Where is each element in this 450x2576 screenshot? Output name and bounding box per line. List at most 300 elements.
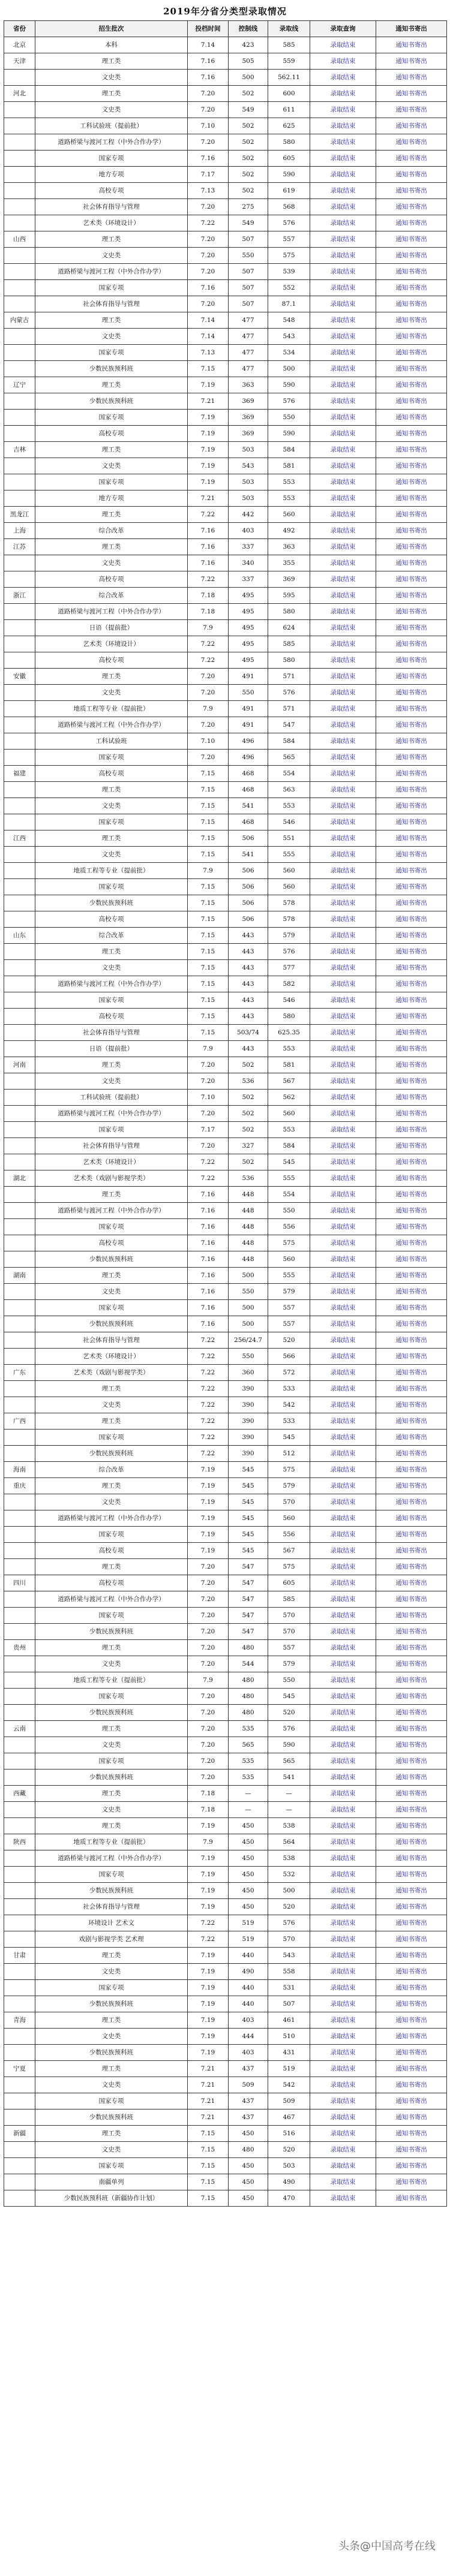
query-cell[interactable]: 录取结束 (310, 86, 376, 102)
notice-cell[interactable]: 通知书寄出 (376, 1235, 447, 1251)
batch-cell: 少数民族预科班 (35, 2109, 188, 2126)
notice-cell[interactable]: 通知书寄出 (376, 1138, 447, 1154)
notice-cell[interactable]: 通知书寄出 (376, 377, 447, 393)
notice-cell[interactable]: 通知书寄出 (376, 1154, 447, 1170)
notice-cell[interactable]: 通知书寄出 (376, 1203, 447, 1219)
query-cell[interactable]: 录取结束 (310, 1284, 376, 1300)
notice-cell[interactable]: 通知书寄出 (376, 312, 447, 329)
notice-cell[interactable]: 通知书寄出 (376, 2012, 447, 2029)
notice-cell[interactable]: 通知书寄出 (376, 2045, 447, 2061)
query-cell[interactable]: 录取结束 (310, 814, 376, 830)
control-line-cell: 468 (229, 814, 268, 830)
notice-cell[interactable]: 通知书寄出 (376, 1543, 447, 1559)
notice-cell[interactable]: 通知书寄出 (376, 1478, 447, 1494)
query-cell[interactable]: 录取结束 (310, 410, 376, 426)
notice-cell[interactable]: 通知书寄出 (376, 1802, 447, 1818)
query-cell[interactable]: 录取结束 (310, 717, 376, 733)
query-cell[interactable]: 录取结束 (310, 1867, 376, 1883)
notice-cell[interactable]: 通知书寄出 (376, 1624, 447, 1640)
notice-cell[interactable]: 通知书寄出 (376, 571, 447, 588)
query-cell[interactable]: 录取结束 (310, 879, 376, 895)
query-cell[interactable]: 录取结束 (310, 750, 376, 766)
query-cell[interactable]: 录取结束 (310, 1624, 376, 1640)
query-cell[interactable]: 录取结束 (310, 1770, 376, 1786)
query-cell[interactable]: 录取结束 (310, 264, 376, 280)
notice-cell[interactable]: 通知书寄出 (376, 1899, 447, 1915)
notice-cell[interactable]: 通知书寄出 (376, 1786, 447, 1802)
query-cell[interactable]: 录取结束 (310, 1527, 376, 1543)
notice-cell[interactable]: 通知书寄出 (376, 2077, 447, 2093)
query-cell[interactable]: 录取结束 (310, 312, 376, 329)
notice-cell[interactable]: 通知书寄出 (376, 1753, 447, 1770)
notice-cell[interactable]: 通知书寄出 (376, 1025, 447, 1041)
notice-cell[interactable]: 通知书寄出 (376, 555, 447, 571)
notice-cell[interactable]: 通知书寄出 (376, 1705, 447, 1721)
query-cell[interactable]: 录取结束 (310, 151, 376, 167)
notice-cell[interactable]: 通知书寄出 (376, 345, 447, 361)
notice-cell[interactable]: 通知书寄出 (376, 652, 447, 669)
query-cell[interactable]: 录取结束 (310, 231, 376, 248)
query-cell[interactable]: 录取结束 (310, 555, 376, 571)
query-cell[interactable]: 录取结束 (310, 1591, 376, 1608)
notice-cell[interactable]: 通知书寄出 (376, 1090, 447, 1106)
query-cell[interactable]: 录取结束 (310, 1883, 376, 1899)
query-cell[interactable]: 录取结束 (310, 782, 376, 798)
query-cell[interactable]: 录取结束 (310, 1608, 376, 1624)
notice-cell[interactable]: 通知书寄出 (376, 1948, 447, 1964)
notice-cell[interactable]: 通知书寄出 (376, 944, 447, 960)
notice-cell[interactable]: 通知书寄出 (376, 717, 447, 733)
query-cell[interactable]: 录取结束 (310, 1786, 376, 1802)
query-cell[interactable]: 录取结束 (310, 1543, 376, 1559)
query-cell[interactable]: 录取结束 (310, 847, 376, 863)
control-line-cell: 547 (229, 1575, 268, 1591)
query-cell[interactable]: 录取结束 (310, 1494, 376, 1510)
notice-cell[interactable]: 通知书寄出 (376, 2142, 447, 2158)
query-cell[interactable]: 录取结束 (310, 571, 376, 588)
notice-cell[interactable]: 通知书寄出 (376, 1510, 447, 1527)
control-line-cell: 519 (229, 1915, 268, 1931)
notice-cell[interactable]: 通知书寄出 (376, 701, 447, 717)
query-cell[interactable]: 录取结束 (310, 215, 376, 231)
notice-cell[interactable]: 通知书寄出 (376, 1591, 447, 1608)
query-cell[interactable]: 录取结束 (310, 1397, 376, 1413)
notice-cell[interactable]: 通知书寄出 (376, 361, 447, 377)
query-cell[interactable]: 录取结束 (310, 296, 376, 312)
query-cell[interactable]: 录取结束 (310, 620, 376, 636)
query-cell[interactable]: 录取结束 (310, 1672, 376, 1689)
province-cell (4, 701, 35, 717)
notice-cell[interactable]: 通知书寄出 (376, 976, 447, 992)
notice-cell[interactable]: 通知书寄出 (376, 264, 447, 280)
query-cell[interactable]: 录取结束 (310, 2077, 376, 2093)
notice-cell[interactable]: 通知书寄出 (376, 620, 447, 636)
notice-cell[interactable]: 通知书寄出 (376, 393, 447, 410)
notice-cell[interactable]: 通知书寄出 (376, 1737, 447, 1753)
notice-cell[interactable]: 通知书寄出 (376, 895, 447, 911)
query-cell[interactable]: 录取结束 (310, 863, 376, 879)
query-cell[interactable]: 录取结束 (310, 701, 376, 717)
query-cell[interactable]: 录取结束 (310, 1640, 376, 1656)
control-line-cell: 545 (229, 1462, 268, 1478)
notice-cell[interactable]: 通知书寄出 (376, 1996, 447, 2012)
notice-cell[interactable]: 通知书寄出 (376, 992, 447, 1009)
query-cell[interactable]: 录取结束 (310, 490, 376, 507)
query-cell[interactable]: 录取结束 (310, 830, 376, 847)
notice-cell[interactable]: 通知书寄出 (376, 1689, 447, 1705)
query-cell[interactable]: 录取结束 (310, 944, 376, 960)
query-cell[interactable]: 录取结束 (310, 1219, 376, 1235)
query-cell[interactable]: 录取结束 (310, 1753, 376, 1770)
notice-cell[interactable]: 通知书寄出 (376, 539, 447, 555)
query-cell[interactable]: 录取结束 (310, 1154, 376, 1170)
query-cell[interactable]: 录取结束 (310, 1170, 376, 1187)
notice-cell[interactable]: 通知书寄出 (376, 2126, 447, 2142)
notice-cell[interactable]: 通知书寄出 (376, 1931, 447, 1948)
time-cell: 7.20 (188, 750, 229, 766)
notice-cell[interactable]: 通知书寄出 (376, 280, 447, 296)
notice-cell[interactable]: 通知书寄出 (376, 1559, 447, 1575)
notice-cell[interactable]: 通知书寄出 (376, 1656, 447, 1672)
admit-line-cell: 575 (268, 1462, 310, 1478)
query-cell[interactable]: 录取结束 (310, 636, 376, 652)
query-cell[interactable]: 录取结束 (310, 976, 376, 992)
time-cell: 7.15 (188, 798, 229, 814)
query-cell[interactable]: 录取结束 (310, 1834, 376, 1850)
query-cell[interactable]: 录取结束 (310, 1802, 376, 1818)
notice-cell[interactable]: 通知书寄出 (376, 474, 447, 490)
query-cell[interactable]: 录取结束 (310, 1915, 376, 1931)
notice-cell[interactable]: 通知书寄出 (376, 1964, 447, 1980)
notice-cell[interactable]: 通知书寄出 (376, 2190, 447, 2207)
query-cell[interactable]: 录取结束 (310, 474, 376, 490)
query-cell[interactable]: 录取结束 (310, 1559, 376, 1575)
notice-cell[interactable]: 通知书寄出 (376, 1834, 447, 1850)
query-cell[interactable]: 录取结束 (310, 1705, 376, 1721)
query-cell[interactable]: 录取结束 (310, 2126, 376, 2142)
query-cell[interactable]: 录取结束 (310, 345, 376, 361)
query-cell[interactable]: 录取结束 (310, 183, 376, 199)
batch-cell: 文史类 (35, 1656, 188, 1672)
query-cell[interactable]: 录取结束 (310, 1980, 376, 1996)
query-cell[interactable]: 录取结束 (310, 1430, 376, 1446)
notice-cell[interactable]: 通知书寄出 (376, 102, 447, 118)
query-cell[interactable]: 录取结束 (310, 118, 376, 134)
time-cell: 7.19 (188, 426, 229, 442)
query-cell[interactable]: 录取结束 (310, 1478, 376, 1494)
notice-cell[interactable]: 通知书寄出 (376, 2061, 447, 2077)
query-cell[interactable]: 录取结束 (310, 1235, 376, 1251)
notice-cell[interactable]: 通知书寄出 (376, 1446, 447, 1462)
notice-cell[interactable]: 通知书寄出 (376, 669, 447, 685)
notice-cell[interactable]: 通知书寄出 (376, 151, 447, 167)
notice-cell[interactable]: 通知书寄出 (376, 636, 447, 652)
query-cell[interactable]: 录取结束 (310, 1818, 376, 1834)
notice-cell[interactable]: 通知书寄出 (376, 1122, 447, 1138)
notice-cell[interactable]: 通知书寄出 (376, 1332, 447, 1349)
query-cell[interactable]: 录取结束 (310, 1948, 376, 1964)
admit-line-cell: 576 (268, 1721, 310, 1737)
query-cell[interactable]: 录取结束 (310, 329, 376, 345)
notice-cell[interactable]: 通知书寄出 (376, 37, 447, 53)
query-cell[interactable]: 录取结束 (310, 1381, 376, 1397)
query-cell[interactable]: 录取结束 (310, 280, 376, 296)
notice-cell[interactable]: 通知书寄出 (376, 2109, 447, 2126)
notice-cell[interactable]: 通知书寄出 (376, 766, 447, 782)
query-cell[interactable]: 录取结束 (310, 2190, 376, 2207)
query-cell[interactable]: 录取结束 (310, 523, 376, 539)
notice-cell[interactable]: 通知书寄出 (376, 1300, 447, 1316)
query-cell[interactable]: 录取结束 (310, 1203, 376, 1219)
query-cell[interactable]: 录取结束 (310, 1187, 376, 1203)
notice-cell[interactable]: 通知书寄出 (376, 118, 447, 134)
batch-cell: 日语（提前批） (35, 620, 188, 636)
query-cell[interactable]: 录取结束 (310, 928, 376, 944)
notice-cell[interactable]: 通知书寄出 (376, 1041, 447, 1057)
query-cell[interactable]: 录取结束 (310, 1413, 376, 1430)
notice-cell[interactable]: 通知书寄出 (376, 134, 447, 151)
query-cell[interactable]: 录取结束 (310, 1737, 376, 1753)
province-cell (4, 2077, 35, 2093)
notice-cell[interactable]: 通知书寄出 (376, 523, 447, 539)
notice-cell[interactable]: 通知书寄出 (376, 604, 447, 620)
notice-cell[interactable]: 通知书寄出 (376, 798, 447, 814)
notice-cell[interactable]: 通知书寄出 (376, 1915, 447, 1931)
query-cell[interactable]: 录取结束 (310, 2093, 376, 2109)
query-cell[interactable]: 录取结束 (310, 1009, 376, 1025)
notice-cell[interactable]: 通知书寄出 (376, 1413, 447, 1430)
notice-cell[interactable]: 通知书寄出 (376, 1672, 447, 1689)
province-cell (4, 1543, 35, 1559)
query-cell[interactable]: 录取结束 (310, 199, 376, 215)
notice-cell[interactable]: 通知书寄出 (376, 928, 447, 944)
notice-cell[interactable]: 通知书寄出 (376, 685, 447, 701)
notice-cell[interactable]: 通知书寄出 (376, 1430, 447, 1446)
query-cell[interactable]: 录取结束 (310, 1251, 376, 1268)
notice-cell[interactable]: 通知书寄出 (376, 86, 447, 102)
time-cell: 7.19 (188, 1996, 229, 2012)
query-cell[interactable]: 录取结束 (310, 2012, 376, 2029)
query-cell[interactable]: 录取结束 (310, 2174, 376, 2190)
query-cell[interactable]: 录取结束 (310, 37, 376, 53)
admit-line-cell: 575 (268, 248, 310, 264)
notice-cell[interactable]: 通知书寄出 (376, 248, 447, 264)
query-cell[interactable]: 录取结束 (310, 1689, 376, 1705)
query-cell[interactable]: 录取结束 (310, 1850, 376, 1867)
notice-cell[interactable]: 通知书寄出 (376, 1397, 447, 1413)
query-cell[interactable]: 录取结束 (310, 685, 376, 701)
query-cell[interactable]: 录取结束 (310, 2158, 376, 2174)
query-cell[interactable]: 录取结束 (310, 1721, 376, 1737)
admit-line-cell: 584 (268, 733, 310, 750)
query-cell[interactable]: 录取结束 (310, 458, 376, 474)
notice-cell[interactable]: 通知书寄出 (376, 1365, 447, 1381)
query-cell[interactable]: 录取结束 (310, 1332, 376, 1349)
query-cell[interactable]: 录取结束 (310, 798, 376, 814)
query-cell[interactable]: 录取结束 (310, 361, 376, 377)
notice-cell[interactable]: 通知书寄出 (376, 1980, 447, 1996)
notice-cell[interactable]: 通知书寄出 (376, 296, 447, 312)
query-cell[interactable]: 录取结束 (310, 669, 376, 685)
query-cell[interactable]: 录取结束 (310, 604, 376, 620)
query-cell[interactable]: 录取结束 (310, 1316, 376, 1332)
notice-cell[interactable]: 通知书寄出 (376, 863, 447, 879)
notice-cell[interactable]: 通知书寄出 (376, 507, 447, 523)
query-cell[interactable]: 录取结束 (310, 2045, 376, 2061)
notice-cell[interactable]: 通知书寄出 (376, 2029, 447, 2045)
notice-cell[interactable]: 通知书寄出 (376, 1818, 447, 1834)
query-cell[interactable]: 录取结束 (310, 911, 376, 928)
notice-cell[interactable]: 通知书寄出 (376, 1316, 447, 1332)
notice-cell[interactable]: 通知书寄出 (376, 960, 447, 976)
notice-cell[interactable]: 通知书寄出 (376, 215, 447, 231)
notice-cell[interactable]: 通知书寄出 (376, 1575, 447, 1591)
admit-line-cell: 580 (268, 1009, 310, 1025)
query-cell[interactable]: 录取结束 (310, 1122, 376, 1138)
query-cell[interactable]: 录取结束 (310, 167, 376, 183)
query-cell[interactable]: 录取结束 (310, 1462, 376, 1478)
query-cell[interactable]: 录取结束 (310, 1365, 376, 1381)
notice-cell[interactable]: 通知书寄出 (376, 1381, 447, 1397)
batch-cell: 文史类 (35, 1494, 188, 1510)
notice-cell[interactable]: 通知书寄出 (376, 167, 447, 183)
query-cell[interactable]: 录取结束 (310, 2061, 376, 2077)
notice-cell[interactable]: 通知书寄出 (376, 1268, 447, 1284)
query-cell[interactable]: 录取结束 (310, 377, 376, 393)
notice-cell[interactable]: 通知书寄出 (376, 1009, 447, 1025)
query-cell[interactable]: 录取结束 (310, 1090, 376, 1106)
query-cell[interactable]: 录取结束 (310, 733, 376, 750)
notice-cell[interactable]: 通知书寄出 (376, 1608, 447, 1624)
notice-cell[interactable]: 通知书寄出 (376, 814, 447, 830)
notice-cell[interactable]: 通知书寄出 (376, 2093, 447, 2109)
notice-cell[interactable]: 通知书寄出 (376, 750, 447, 766)
notice-cell[interactable]: 通知书寄出 (376, 588, 447, 604)
query-cell[interactable]: 录取结束 (310, 766, 376, 782)
query-cell[interactable]: 录取结束 (310, 1656, 376, 1672)
notice-cell[interactable]: 通知书寄出 (376, 1106, 447, 1122)
query-cell[interactable]: 录取结束 (310, 1073, 376, 1090)
notice-cell[interactable]: 通知书寄出 (376, 879, 447, 895)
query-cell[interactable]: 录取结束 (310, 442, 376, 458)
notice-cell[interactable]: 通知书寄出 (376, 1219, 447, 1235)
query-cell[interactable]: 录取结束 (310, 393, 376, 410)
query-cell[interactable]: 录取结束 (310, 1446, 376, 1462)
notice-cell[interactable]: 通知书寄出 (376, 1867, 447, 1883)
notice-cell[interactable]: 通知书寄出 (376, 199, 447, 215)
notice-cell[interactable]: 通知书寄出 (376, 1057, 447, 1073)
province-cell: 广西 (4, 1413, 35, 1430)
notice-cell[interactable]: 通知书寄出 (376, 1073, 447, 1090)
query-cell[interactable]: 录取结束 (310, 1349, 376, 1365)
notice-cell[interactable]: 通知书寄出 (376, 1462, 447, 1478)
notice-cell[interactable]: 通知书寄出 (376, 1170, 447, 1187)
notice-cell[interactable]: 通知书寄出 (376, 733, 447, 750)
notice-cell[interactable]: 通知书寄出 (376, 1349, 447, 1365)
notice-cell[interactable]: 通知书寄出 (376, 782, 447, 798)
province-cell (4, 70, 35, 86)
notice-cell[interactable]: 通知书寄出 (376, 1494, 447, 1510)
query-cell[interactable]: 录取结束 (310, 507, 376, 523)
province-cell (4, 393, 35, 410)
notice-cell[interactable]: 通知书寄出 (376, 1187, 447, 1203)
notice-cell[interactable]: 通知书寄出 (376, 1527, 447, 1543)
query-cell[interactable]: 录取结束 (310, 1899, 376, 1915)
query-cell[interactable]: 录取结束 (310, 652, 376, 669)
notice-cell[interactable]: 通知书寄出 (376, 183, 447, 199)
query-cell[interactable]: 录取结束 (310, 134, 376, 151)
query-cell[interactable]: 录取结束 (310, 1268, 376, 1284)
admit-line-cell: 560 (268, 863, 310, 879)
notice-cell[interactable]: 通知书寄出 (376, 442, 447, 458)
table-row (4, 1154, 447, 1170)
notice-cell[interactable]: 通知书寄出 (376, 1770, 447, 1786)
notice-cell[interactable]: 通知书寄出 (376, 1640, 447, 1656)
query-cell[interactable]: 录取结束 (310, 1510, 376, 1527)
notice-cell[interactable]: 通知书寄出 (376, 847, 447, 863)
notice-cell[interactable]: 通知书寄出 (376, 1883, 447, 1899)
query-cell[interactable]: 录取结束 (310, 588, 376, 604)
query-cell[interactable]: 录取结束 (310, 1057, 376, 1073)
query-cell[interactable]: 录取结束 (310, 426, 376, 442)
query-cell[interactable]: 录取结束 (310, 1138, 376, 1154)
query-cell[interactable]: 录取结束 (310, 53, 376, 70)
query-cell[interactable]: 录取结束 (310, 2142, 376, 2158)
notice-cell[interactable]: 通知书寄出 (376, 53, 447, 70)
query-cell[interactable]: 录取结束 (310, 1575, 376, 1591)
query-cell[interactable]: 录取结束 (310, 539, 376, 555)
time-cell: 7.16 (188, 1235, 229, 1251)
notice-cell[interactable]: 通知书寄出 (376, 1284, 447, 1300)
query-cell[interactable]: 录取结束 (310, 1996, 376, 2012)
notice-cell[interactable]: 通知书寄出 (376, 1850, 447, 1867)
notice-cell[interactable]: 通知书寄出 (376, 2158, 447, 2174)
batch-cell: 社会体育指导与管理 (35, 1025, 188, 1041)
notice-cell[interactable]: 通知书寄出 (376, 231, 447, 248)
query-cell[interactable]: 录取结束 (310, 2029, 376, 2045)
query-cell[interactable]: 录取结束 (310, 70, 376, 86)
query-cell[interactable]: 录取结束 (310, 2109, 376, 2126)
query-cell[interactable]: 录取结束 (310, 1931, 376, 1948)
notice-cell[interactable]: 通知书寄出 (376, 1721, 447, 1737)
control-line-cell: 536 (229, 1073, 268, 1090)
query-cell[interactable]: 录取结束 (310, 1964, 376, 1980)
notice-cell[interactable]: 通知书寄出 (376, 410, 447, 426)
notice-cell[interactable]: 通知书寄出 (376, 70, 447, 86)
query-cell[interactable]: 录取结束 (310, 248, 376, 264)
query-cell[interactable]: 录取结束 (310, 960, 376, 976)
query-cell[interactable]: 录取结束 (310, 992, 376, 1009)
query-cell[interactable]: 录取结束 (310, 1300, 376, 1316)
notice-cell[interactable]: 通知书寄出 (376, 2174, 447, 2190)
query-cell[interactable]: 录取结束 (310, 102, 376, 118)
notice-cell[interactable]: 通知书寄出 (376, 911, 447, 928)
query-cell[interactable]: 录取结束 (310, 1041, 376, 1057)
time-cell: 7.22 (188, 1430, 229, 1446)
query-cell[interactable]: 录取结束 (310, 1025, 376, 1041)
notice-cell[interactable]: 通知书寄出 (376, 329, 447, 345)
notice-cell[interactable]: 通知书寄出 (376, 490, 447, 507)
notice-cell[interactable]: 通知书寄出 (376, 458, 447, 474)
notice-cell[interactable]: 通知书寄出 (376, 1251, 447, 1268)
province-cell (4, 102, 35, 118)
notice-cell[interactable]: 通知书寄出 (376, 426, 447, 442)
time-cell: 7.20 (188, 86, 229, 102)
query-cell[interactable]: 录取结束 (310, 895, 376, 911)
admit-line-cell: 566 (268, 1349, 310, 1365)
notice-cell[interactable]: 通知书寄出 (376, 830, 447, 847)
query-cell[interactable]: 录取结束 (310, 1106, 376, 1122)
